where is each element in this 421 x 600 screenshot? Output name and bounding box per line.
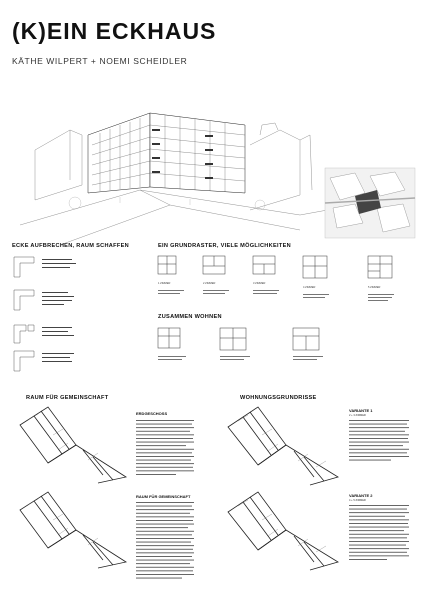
zusammen-plans <box>158 326 408 376</box>
svg-text:2 ZIMMER: 2 ZIMMER <box>203 282 216 285</box>
section-title-grundrisse: WOHNUNGSGRUNDRISSE <box>240 395 317 401</box>
authors: KÄTHE WILPERT + NOEMI SCHEIDLER <box>12 56 188 66</box>
plan-gemeinschaft <box>18 490 133 570</box>
section-title-gemeinschaft: RAUM FÜR GEMEINSCHAFT <box>26 395 109 401</box>
text-block-gemeinschaft <box>136 502 194 592</box>
svg-text:3 ZIMMER: 3 ZIMMER <box>253 282 266 285</box>
text-block-variante-1 <box>349 420 409 480</box>
plan-variante-2 <box>226 490 346 570</box>
variante-2-title: VARIANTE 2 <box>349 493 373 498</box>
ecke-diagrams <box>12 255 142 375</box>
variante-2-subtitle: 4 + 5 ZIMMER <box>349 499 366 502</box>
sub-raum-gemeinschaft: RAUM FÜR GEMEINSCHAFT <box>136 494 191 499</box>
plan-erdgeschoss <box>18 405 133 485</box>
svg-text:1 ZIMMER: 1 ZIMMER <box>158 282 171 285</box>
variante-1-title: VARIANTE 1 <box>349 408 373 413</box>
grundraster-plans <box>158 254 413 314</box>
section-title-grundraster: EIN GRUNDRASTER, VIELE MÖGLICHKEITEN <box>158 243 291 249</box>
section-title-zusammen: ZUSAMMEN WOHNEN <box>158 314 222 320</box>
plan-variante-1 <box>226 405 346 485</box>
sub-erdgeschoss: ERDGESCHOSS <box>136 411 168 416</box>
section-title-ecke: ECKE AUFBRECHEN, RAUM SCHAFFEN <box>12 243 129 249</box>
text-block-variante-2 <box>349 505 409 580</box>
text-block-erdgeschoss <box>136 420 194 490</box>
svg-text:4 ZIMMER: 4 ZIMMER <box>303 286 316 289</box>
site-plan <box>325 168 415 238</box>
svg-text:5 ZIMMER: 5 ZIMMER <box>368 286 381 289</box>
page-title: (K)EIN ECKHAUS <box>12 18 217 44</box>
variante-1-subtitle: 2 + 3 ZIMMER <box>349 414 366 417</box>
